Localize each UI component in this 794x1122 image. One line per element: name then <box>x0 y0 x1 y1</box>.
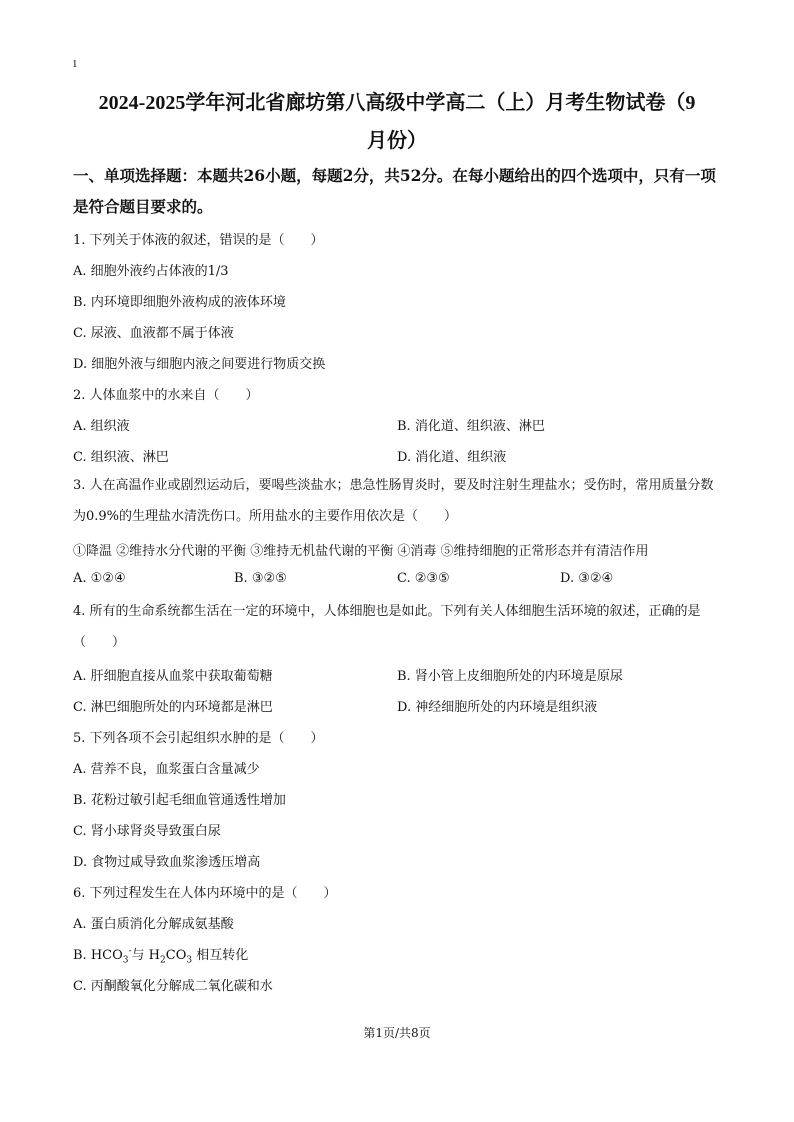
question-5-option-c[interactable]: C. 肾小球肾炎导致蛋白尿 <box>73 824 221 839</box>
question-5-stem: 5. 下列各项不会引起组织水肿的是（ ） <box>73 731 324 746</box>
question-3-option-a[interactable]: A. ①②④ <box>73 571 126 586</box>
question-6-option-c[interactable]: C. 丙酮酸氧化分解成二氧化碳和水 <box>73 979 273 994</box>
exam-title-line2: 月份） <box>367 130 427 152</box>
question-6-option-a[interactable]: A. 蛋白质消化分解成氨基酸 <box>73 917 234 932</box>
question-5-option-a[interactable]: A. 营养不良，血浆蛋白含量减少 <box>73 762 260 777</box>
question-3-statements: ①降温 ②维持水分代谢的平衡 ③维持无机盐代谢的平衡 ④消毒 ⑤维持细胞的正常形态并有清洁作用 <box>73 544 649 559</box>
question-4-option-a[interactable]: A. 肝细胞直接从血浆中获取葡萄糖 <box>73 669 273 684</box>
question-4-option-b[interactable]: B. 肾小管上皮细胞所处的内环境是原尿 <box>397 669 623 684</box>
page-marker: 1 <box>72 58 78 70</box>
question-6-stem: 6. 下列过程发生在人体内环境中的是（ ） <box>73 886 337 901</box>
question-1-option-c[interactable]: C. 尿液、血液都不属于体液 <box>73 326 234 341</box>
question-3-option-c[interactable]: C. ②③⑤ <box>397 571 450 586</box>
question-4-option-c[interactable]: C. 淋巴细胞所处的内环境都是淋巴 <box>73 700 273 715</box>
question-1-option-a[interactable]: A. 细胞外液约占体液的1/3 <box>73 264 229 279</box>
question-2-option-b[interactable]: B. 消化道、组织液、淋巴 <box>397 419 545 434</box>
question-3-option-b[interactable]: B. ③②⑤ <box>234 571 287 586</box>
question-2-option-a[interactable]: A. 组织液 <box>73 419 130 434</box>
exam-title-line1: 2024-2025学年河北省廊坊第八高级中学高二（上）月考生物试卷（9 <box>98 92 696 114</box>
question-2-option-c[interactable]: C. 组织液、淋巴 <box>73 450 169 465</box>
question-4-option-d[interactable]: D. 神经细胞所处的内环境是组织液 <box>397 700 598 715</box>
question-3-stem: 3. 人在高温作业或剧烈运动后，要喝些淡盐水；患急性肠胃炎时，要及时注射生理盐水；受伤时，常用质量分数为0.9%的生理盐水清洗伤口。所用盐水的主要作用依次是（ ） <box>73 478 714 524</box>
question-1-option-d[interactable]: D. 细胞外液与细胞内液之间要进行物质交换 <box>73 357 326 372</box>
question-2-option-d[interactable]: D. 消化道、组织液 <box>397 450 507 465</box>
question-2-stem: 2. 人体血浆中的水来自（ ） <box>73 388 259 403</box>
question-3-option-d[interactable]: D. ③②④ <box>560 571 614 586</box>
question-4-stem: 4. 所有的生命系统都生活在一定的环境中，人体细胞也是如此。下列有关人体细胞生活环境的叙述，正确的是（ ） <box>73 604 701 650</box>
page-footer: 第1页/共8页 <box>363 1026 431 1040</box>
section-heading: 一、单项选择题：本题共26小题，每题2分，共52分。在每小题给出的四个选项中，只有一项是符合题目要求的。 <box>73 166 716 216</box>
question-5-option-d[interactable]: D. 食物过咸导致血浆渗透压增高 <box>73 855 261 870</box>
question-1-stem: 1. 下列关于体液的叙述，错误的是（ ） <box>73 233 324 248</box>
question-6-option-b[interactable]: B. $HCO_3^-$与 $H_2CO_3$ 相互转化 <box>73 946 249 966</box>
question-5-option-b[interactable]: B. 花粉过敏引起毛细血管通透性增加 <box>73 793 286 808</box>
question-1-option-b[interactable]: B. 内环境即细胞外液构成的液体环境 <box>73 295 286 310</box>
